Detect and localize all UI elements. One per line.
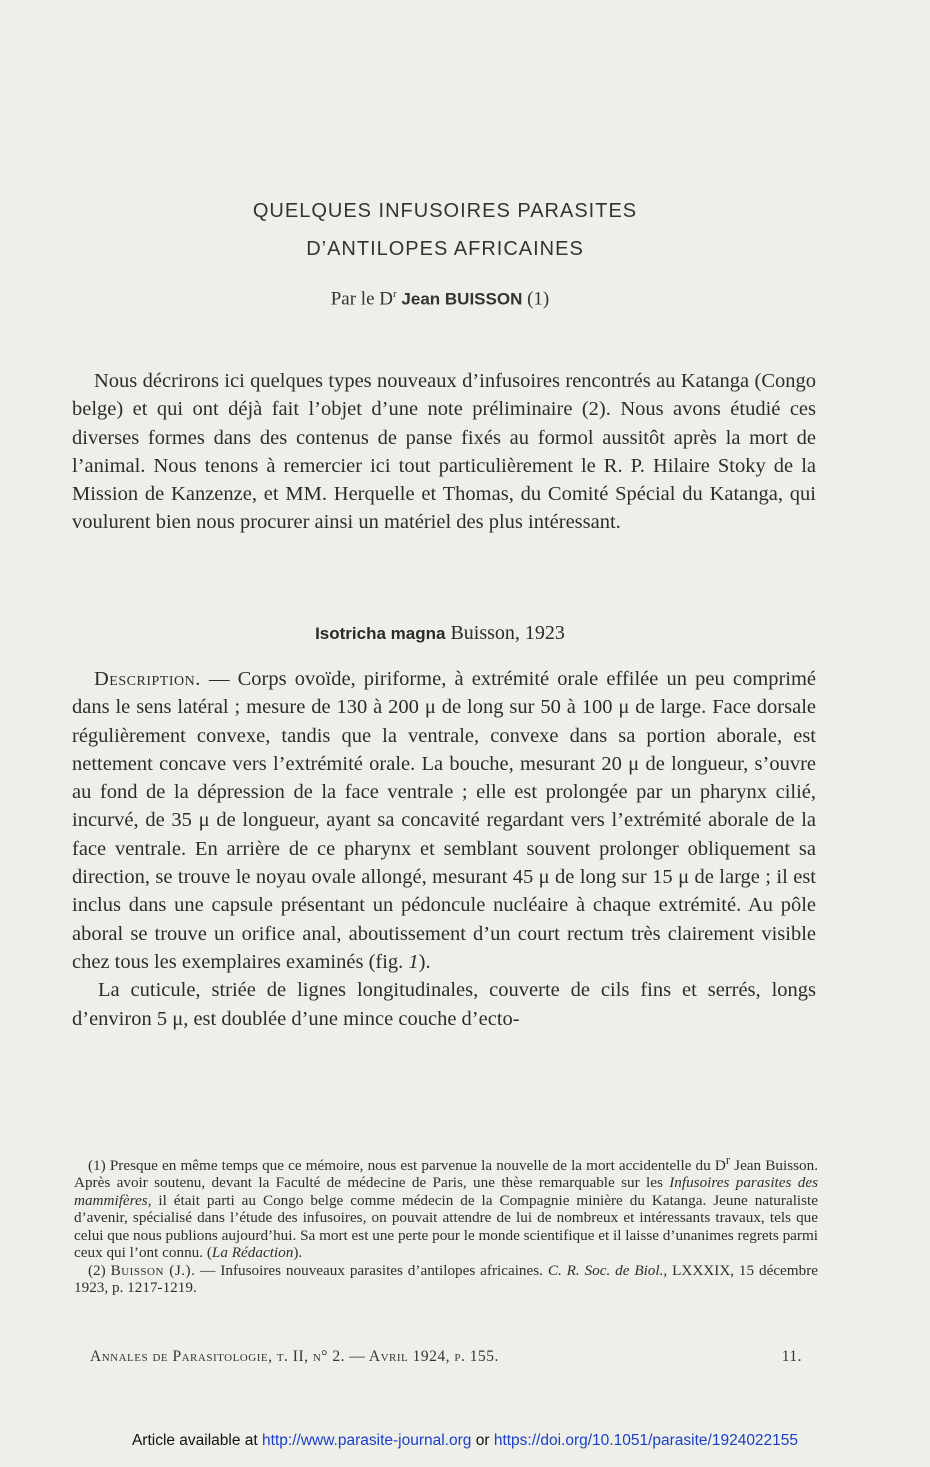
article-title-line-1: QUELQUES INFUSOIRES PARASITES <box>252 200 638 222</box>
species-authority: Buisson, 1923 <box>450 622 565 644</box>
footnote-2-author: Buisson (J.). <box>110 1261 196 1279</box>
description-text-1: — Corps ovoïde, piriforme, à extrémité orale effilée un peu comprimé dans le sens latéral ; mesure de 130 à 200 μ de long sur 50 à 100 μ de large. Face dorsale régulièrement convexe, tandis que la ventrale, convexe dans sa portion aborale, est nettement concave vers l’extrémité orale. La bouche, mesurant 20 μ de longueur, s’ouvre au fond de la dépression de la face ventrale ; elle est prolongée par un pharynx cilié, incurvé, de 35 μ de longueur, ayant sa concavité regardant vers l’extrémité aborale de la face ventrale. En arrière de ce pharynx et semblant souvent prolonger obliquement sa direction, se trouve le noyau ovale allongé, mesurant 45 μ de long sur 15 μ de large ; il est inclus dans une capsule présentant un pédoncule nucléaire à chaque extrémité. Au pôle aboral se trouve un orifice anal, aboutissement d’un court rectum très clairement visible chez tous les exemplaires examinés (fig. <box>72 668 817 973</box>
author-note-ref: (1) <box>527 288 550 310</box>
doi-link[interactable]: https://doi.org/10.1051/parasite/1924022155 <box>493 1432 799 1449</box>
byline-prefix-sup: r <box>393 288 397 300</box>
description-paragraph-1 <box>72 665 816 976</box>
footnote-1-text-a: (1) Presque en même temps que ce mémoire, nous est parvenue la nouvelle de la mort accidentelle du D <box>88 1157 726 1175</box>
footnote-1 <box>74 1152 818 1262</box>
footnote-1-thesis-title: Infusoires parasites des mammifères <box>74 1174 818 1209</box>
footnote-2-number: (2) <box>88 1261 106 1279</box>
journal-site-link[interactable]: http://www.parasite-journal.org <box>262 1432 472 1449</box>
figure-reference: 1 <box>408 950 419 973</box>
byline-prefix: Par le D <box>330 288 393 310</box>
article-title-line-2: D’ANTILOPES AFRICAINES <box>306 238 584 260</box>
intro-section <box>72 367 816 537</box>
article-availability-bar <box>0 1432 930 1450</box>
footnotes <box>74 1152 818 1296</box>
byline <box>0 288 880 310</box>
availability-prefix: Article available at <box>131 1432 258 1449</box>
intro-paragraph: Nous décrirons ici quelques types nouveaux d’infusoires rencontrés au Katanga (Congo belge) et qui ont déjà fait l’objet d’une note préliminaire (2). Nous avons étudié ces diverses formes dans des contenus de panse fixés au formol aussitôt après la mort de l’animal. Nous tenons à remercier ici tout particulièrement le R. P. Hilaire Stoky de la Mission de Kanzenze, et MM. Herquelle et Thomas, du Comité Spécial du Katanga, qui voulurent bien nous procurer ainsi un matériel des plus intéressant. <box>72 370 816 534</box>
species-name: Isotricha magna <box>315 624 446 643</box>
section-heading <box>0 622 880 645</box>
footnote-1-signature: La Rédaction <box>211 1244 294 1262</box>
page-number: 11. <box>781 1348 802 1365</box>
footnote-2 <box>74 1262 818 1297</box>
description-label: Description. <box>94 668 201 690</box>
author-name: Jean BUISSON <box>401 289 523 309</box>
footnote-1-text-b: Jean Buisson. Après avoir soutenu, devant la Faculté de médecine de Paris, une thèse remarquable sur les <box>74 1157 819 1192</box>
footnote-2-text: — Infusoires nouveaux parasites d’antilopes africaines. <box>195 1261 543 1279</box>
description-section <box>72 665 816 1033</box>
page-footer <box>90 1348 802 1366</box>
journal-citation: Annales de Parasitologie, t. II, n° 2. — Avril 1924, p. 155. <box>90 1348 499 1365</box>
footnote-1-sup: r <box>725 1153 731 1167</box>
description-paragraph-2: La cuticule, striée de lignes longitudinales, couverte de cils fins et serrés, longs d’environ 5 μ, est doublée d’une mince couche d’ecto- <box>72 979 816 1030</box>
footnote-2-details: , LXXXIX, 15 décembre 1923, p. 1217-1219. <box>74 1261 819 1296</box>
footnote-1-text-c: , il était parti au Congo belge comme médecin de la Compagnie minière du Katanga. Jeune naturaliste d’avenir, spécialisé dans l’étude des infusoires, on pouvait attendre de lui de nombreux et intéressants travaux, tels que celui que nous publions aujourd’hui. Sa mort est une perte pour le monde scientifique et il laisse d’unanimes regrets parmi ceux qui l’ont connu. ( <box>74 1191 819 1262</box>
description-text-1-end: ). <box>418 950 431 973</box>
footnote-2-journal: C. R. Soc. de Biol. <box>547 1261 664 1279</box>
availability-connector: or <box>475 1432 490 1449</box>
footnote-1-end: ). <box>293 1244 303 1262</box>
